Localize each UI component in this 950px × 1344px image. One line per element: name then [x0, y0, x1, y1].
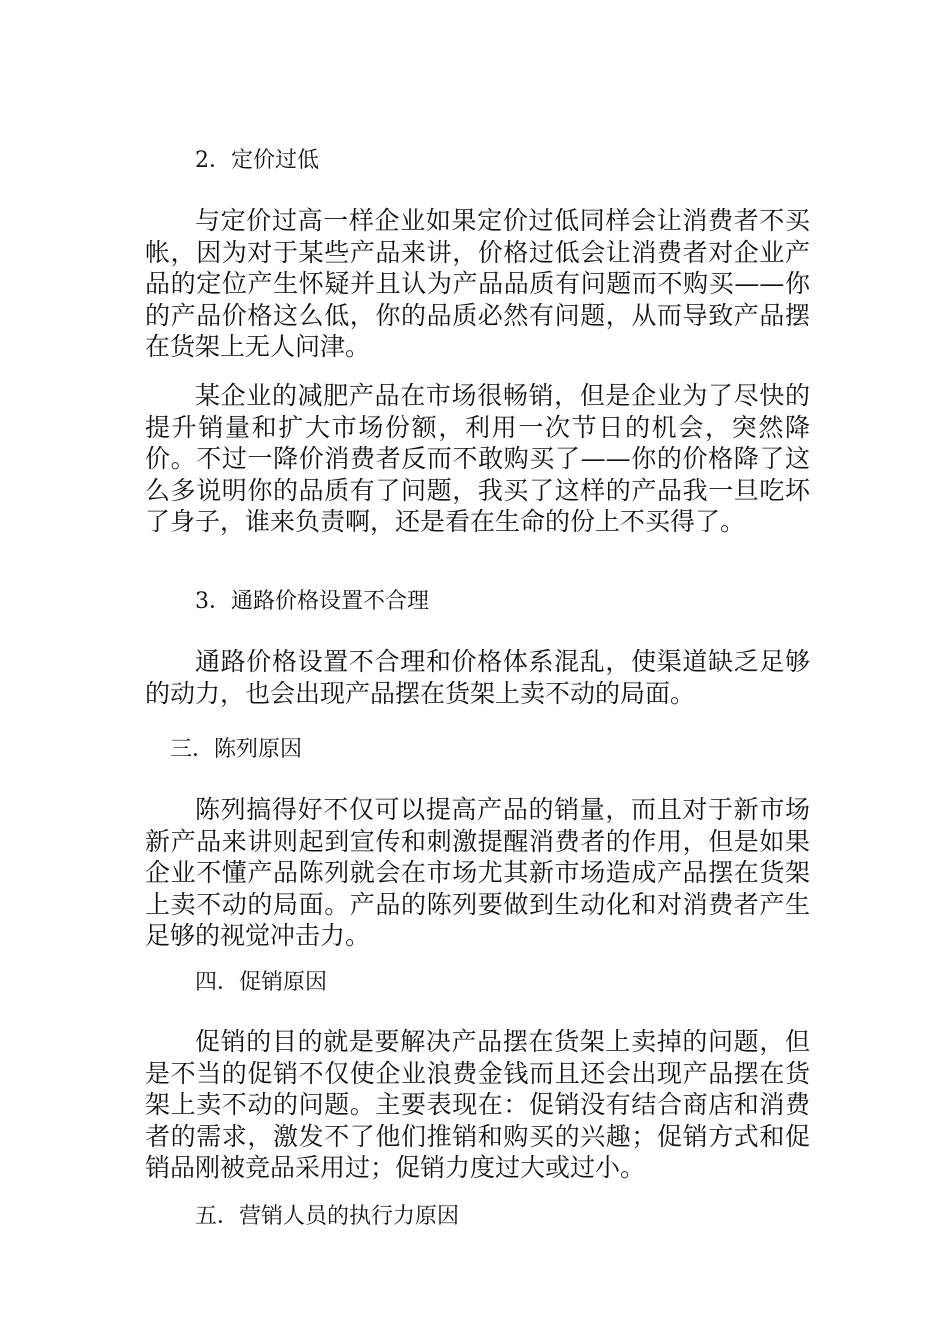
section-heading-3: 3．通路价格设置不合理: [195, 589, 429, 614]
section-heading-wu: 五．营销人员的执行力原因: [195, 1204, 460, 1229]
paragraph-underpricing: 与定价过高一样企业如果定价过低同样会让消费者不买帐，因为对于某些产品来讲，价格过低会让消费者对企业产品的定位产生怀疑并且认为产品品质有问题而不购买——你的产品价格这么低，你的品质必然有问题，从而导致产品摆在货架上无人问津。: [145, 206, 810, 361]
paragraph-diet-product-example: 某企业的减肥产品在市场很畅销，但是企业为了尽快的提升销量和扩大市场份额，利用一次节日的机会，突然降价。不过一降价消费者反而不敢购买了——你的价格降了这么多说明你的品质有了问题，我买了这样的产品我一旦吃坏了身子，谁来负责啊，还是看在生命的份上不买得了。: [145, 381, 810, 536]
section-heading-2: 2．定价过低: [195, 148, 319, 173]
paragraph-display: 陈列搞得好不仅可以提高产品的销量，而且对于新市场新产品来讲则起到宣传和刺激提醒消费者的作用，但是如果企业不懂产品陈列就会在市场尤其新市场造成产品摆在货架上卖不动的局面。产品的陈列要做到生动化和对消费者产生足够的视觉冲击力。: [145, 795, 810, 950]
paragraph-channel-pricing: 通路价格设置不合理和价格体系混乱，使渠道缺乏足够的动力，也会出现产品摆在货架上卖不动的局面。: [145, 647, 810, 708]
section-heading-si: 四．促销原因: [195, 970, 328, 995]
paragraph-promotion: 促销的目的就是要解决产品摆在货架上卖掉的问题，但是不当的促销不仅使企业浪费金钱而且还会出现产品摆在货架上卖不动的问题。主要表现在：促销没有结合商店和消费者的需求，激发不了他们推销和购买的兴趣；促销方式和促销品刚被竞品采用过；促销力度过大或过小。: [145, 1027, 810, 1182]
section-heading-san: 三．陈列原因: [170, 737, 303, 762]
